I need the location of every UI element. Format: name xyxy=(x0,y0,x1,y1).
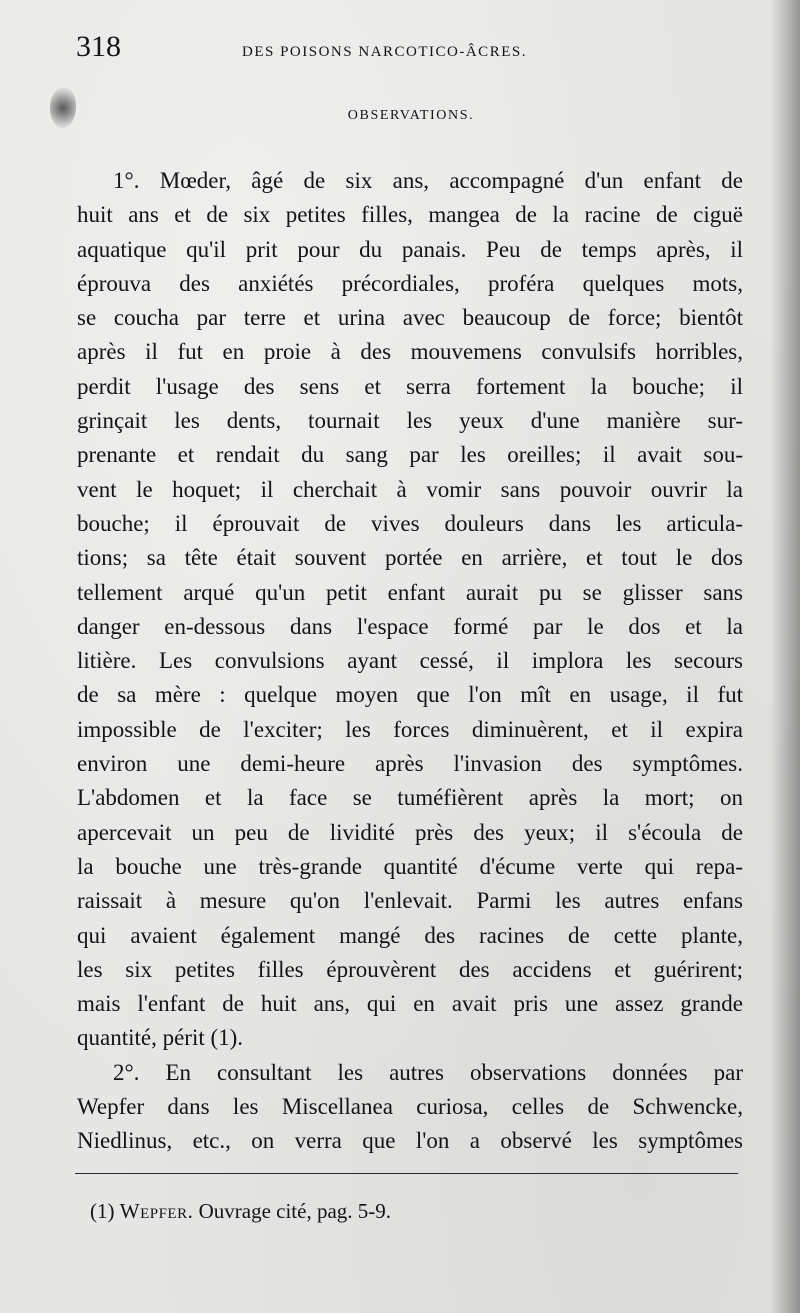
body-text xyxy=(77,164,743,1159)
text-line: tellement arqué qu'un petit enfant aurait pu se glisser sans xyxy=(77,579,743,605)
running-header xyxy=(76,30,744,70)
text-line: raissait à mesure qu'on l'enlevait. Parmi les autres enfans xyxy=(77,888,743,914)
text-line: aquatique qu'il prit pour du panais. Peu de temps après, il xyxy=(77,236,743,262)
page-number: 318 xyxy=(76,30,121,63)
text-line: perdit l'usage des sens et serra fortement la bouche; il xyxy=(77,373,743,399)
text-line: litière. Les convulsions ayant cessé, il implora les secours xyxy=(77,648,743,674)
text-line: huit ans et de six petites filles, mangea de la racine de ciguë xyxy=(77,202,743,228)
footnote-marker: (1) xyxy=(90,1199,115,1223)
text-line: prenante et rendait du sang par les oreilles; il avait sou- xyxy=(77,442,743,468)
text-line: mais l'enfant de huit ans, qui en avait pris une assez grande xyxy=(77,991,743,1017)
text-line: la bouche une très-grande quantité d'écume verte qui repa- xyxy=(77,853,743,879)
text-line: danger en-dessous dans l'espace formé par le dos et la xyxy=(77,613,743,639)
text-line: apercevait un peu de lividité près des yeux; il s'écoula de xyxy=(77,819,743,845)
text-line: de sa mère : quelque moyen que l'on mît en usage, il fut xyxy=(77,682,743,708)
text-line: quantité, périt (1). xyxy=(77,1025,244,1051)
text-line: Wepfer dans les Miscellanea curiosa, celles de Schwencke, xyxy=(77,1094,743,1120)
text-line: vent le hoquet; il cherchait à vomir sans pouvoir ouvrir la xyxy=(77,476,743,502)
footnote-text: Ouvrage cité, pag. 5-9. xyxy=(198,1199,392,1223)
footnote xyxy=(90,1199,391,1224)
text-line: grinçait les dents, tournait les yeux d'une manière sur- xyxy=(77,408,743,434)
text-line: bouche; il éprouvait de vives douleurs dans les articula- xyxy=(77,510,743,536)
text-line: Niedlinus, etc., on verra que l'on a observé les symptômes xyxy=(77,1128,743,1154)
running-title: DES POISONS NARCOTICO-ÂCRES. xyxy=(242,44,527,60)
text-line: environ une demi-heure après l'invasion des symptômes. xyxy=(77,751,743,777)
text-line: tions; sa tête était souvent portée en arrière, et tout le dos xyxy=(77,545,743,571)
text-line: après il fut en proie à des mouvemens convulsifs horribles, xyxy=(77,339,743,365)
text-line: 1°. Mœder, âgé de six ans, accompagné d'un enfant de xyxy=(113,168,743,193)
text-line: impossible de l'exciter; les forces diminuèrent, et il expira xyxy=(77,716,743,742)
footnote-author: Wepfer. xyxy=(119,1199,194,1223)
text-line: L'abdomen et la face se tuméfièrent après la mort; on xyxy=(77,785,743,811)
section-heading: OBSERVATIONS. xyxy=(347,108,475,123)
page-edge-shadow xyxy=(770,0,800,1313)
text-line: les six petites filles éprouvèrent des accidens et guérirent; xyxy=(77,956,743,982)
text-line: se coucha par terre et urina avec beaucoup de force; bientôt xyxy=(77,305,743,331)
footnote-rule xyxy=(75,1173,738,1174)
text-line: qui avaient également mangé des racines de cette plante, xyxy=(77,922,743,948)
text-line: 2°. En consultant les autres observations données par xyxy=(113,1059,743,1085)
text-line: éprouva des anxiétés précordiales, proféra quelques mots, xyxy=(77,270,743,296)
